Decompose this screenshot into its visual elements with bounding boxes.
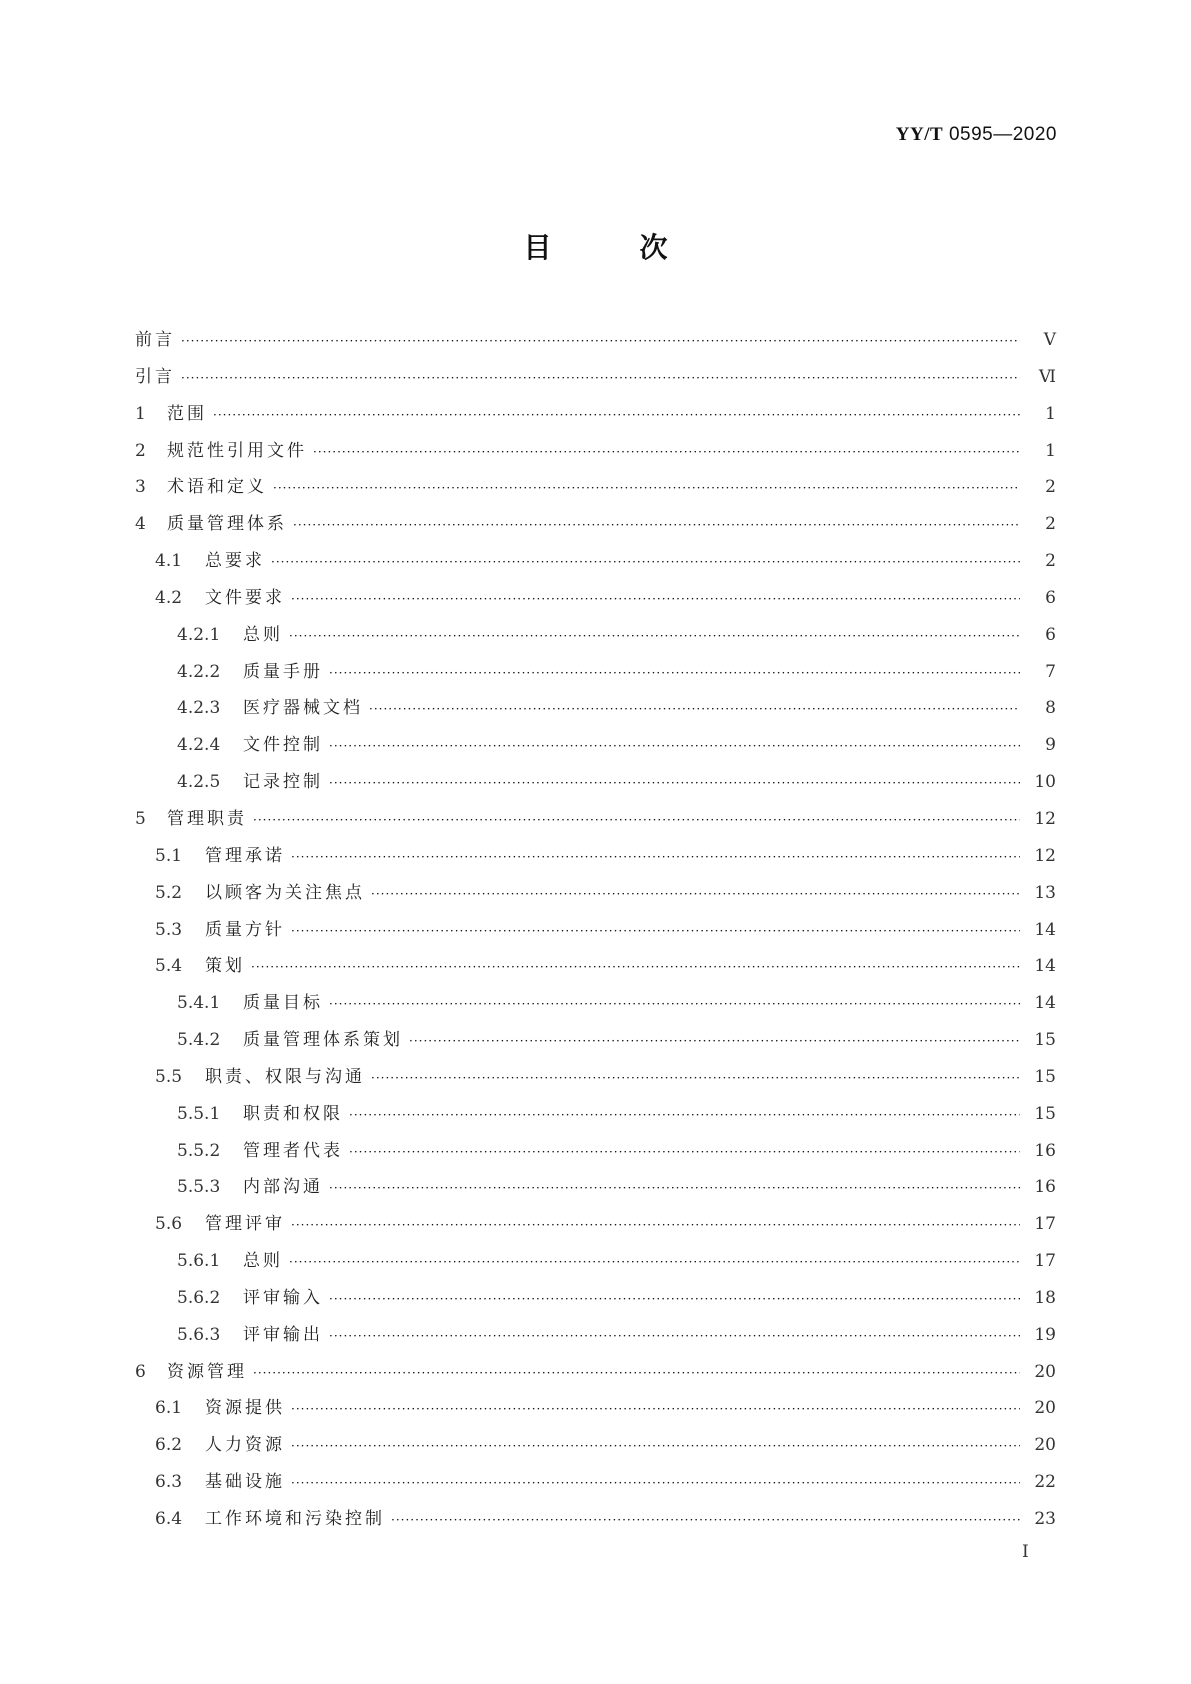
toc-entry-number: 5 xyxy=(135,808,146,829)
toc-entry[interactable] xyxy=(135,948,1056,985)
dot-leader xyxy=(289,1244,1020,1281)
dot-leader xyxy=(273,470,1020,507)
toc-entry-page: 15 xyxy=(1034,1103,1056,1124)
dot-leader xyxy=(251,949,1020,986)
toc-entry-page: 14 xyxy=(1034,956,1056,977)
toc-entry-title: 总则 xyxy=(243,1251,283,1272)
toc-entry-number: 5.4.1 xyxy=(177,993,221,1014)
dot-leader xyxy=(329,1170,1020,1207)
dot-leader xyxy=(291,1207,1020,1244)
toc-entry-page: 2 xyxy=(1045,551,1056,572)
toc-entry-page: 20 xyxy=(1034,1361,1056,1382)
toc-entry-number: 6.1 xyxy=(155,1398,183,1419)
dot-leader xyxy=(371,876,1020,913)
toc-entry-number: 4.2.2 xyxy=(177,661,221,682)
toc-entry-page: 19 xyxy=(1034,1324,1056,1345)
page-number: I xyxy=(1022,1542,1029,1562)
toc-entry-page: 16 xyxy=(1034,1140,1056,1161)
toc-title-char-2: 次 xyxy=(639,231,668,264)
dot-leader xyxy=(369,691,1020,728)
toc-title-char-1: 目 xyxy=(523,231,552,264)
dot-leader xyxy=(409,1023,1020,1060)
toc-entry-title: 总则 xyxy=(243,624,283,645)
dot-leader xyxy=(291,1391,1020,1428)
toc-entry[interactable] xyxy=(135,1280,1056,1317)
dot-leader xyxy=(181,323,1020,360)
toc-entry[interactable] xyxy=(135,912,1056,949)
toc-entry-title: 范围 xyxy=(167,403,207,424)
toc-entry[interactable] xyxy=(135,1169,1056,1206)
toc-entry-title: 职责和权限 xyxy=(243,1103,343,1124)
dot-leader xyxy=(371,1060,1020,1097)
toc-entry-title: 以顾客为关注焦点 xyxy=(205,882,365,903)
toc-entry[interactable] xyxy=(135,433,1056,470)
toc-entry[interactable] xyxy=(135,396,1056,433)
toc-entry-title: 质量管理体系策划 xyxy=(243,1030,403,1051)
toc-entry-title: 管理职责 xyxy=(167,808,247,829)
toc-entry-title: 规范性引用文件 xyxy=(167,440,307,461)
toc-entry-number: 5.5.3 xyxy=(177,1177,221,1198)
dot-leader xyxy=(291,839,1020,876)
dot-leader xyxy=(289,618,1020,655)
toc-entry-page: 18 xyxy=(1034,1287,1056,1308)
dot-leader xyxy=(329,986,1020,1023)
toc-entry-number: 5.1 xyxy=(155,845,183,866)
toc-entry[interactable] xyxy=(135,1317,1056,1354)
toc-entry-page: 20 xyxy=(1034,1435,1056,1456)
toc-entry-title: 文件要求 xyxy=(205,587,285,608)
toc-entry-title: 质量手册 xyxy=(243,661,323,682)
toc-entry-number: 3 xyxy=(135,477,146,498)
toc-entry-title: 策划 xyxy=(205,956,245,977)
toc-entry-page: 2 xyxy=(1045,514,1056,535)
toc-entry-page: 7 xyxy=(1045,661,1056,682)
dot-leader xyxy=(291,1465,1020,1502)
toc-entry-title: 医疗器械文档 xyxy=(243,698,363,719)
toc-entry-title: 评审输入 xyxy=(243,1287,323,1308)
toc-entry-title: 术语和定义 xyxy=(167,477,267,498)
toc-entry-title: 前言 xyxy=(135,330,175,350)
toc-entry-number: 5.6 xyxy=(155,1214,183,1235)
toc-entry[interactable] xyxy=(135,1096,1056,1133)
toc-entry-page: Ⅵ xyxy=(1038,366,1056,387)
toc-entry-number: 5.3 xyxy=(155,919,183,940)
toc-entry[interactable] xyxy=(135,1464,1056,1501)
toc-entry-title: 评审输出 xyxy=(243,1324,323,1345)
toc-entry[interactable] xyxy=(135,469,1056,506)
toc-entry[interactable] xyxy=(135,1243,1056,1280)
toc-entry-number: 4.2.5 xyxy=(177,772,221,793)
toc-entry-page: 6 xyxy=(1045,587,1056,608)
toc-entry-title: 资源提供 xyxy=(205,1398,285,1419)
toc-entry-number: 6.2 xyxy=(155,1435,183,1456)
toc-entry-page: 8 xyxy=(1045,698,1056,719)
toc-entry-page: 2 xyxy=(1045,477,1056,498)
toc-entry[interactable] xyxy=(135,1390,1056,1427)
toc-entry-title: 资源管理 xyxy=(167,1361,247,1382)
toc-entry-number: 5.4.2 xyxy=(177,1030,221,1051)
toc-entry-page: 1 xyxy=(1045,440,1056,461)
toc-entry-title: 管理评审 xyxy=(205,1214,285,1235)
toc-entry[interactable] xyxy=(135,617,1056,654)
toc-entry[interactable] xyxy=(135,654,1056,691)
toc-entry-page: 12 xyxy=(1034,845,1056,866)
dot-leader xyxy=(291,913,1020,950)
toc-entry-number: 5.5 xyxy=(155,1066,183,1087)
dot-leader xyxy=(313,434,1020,471)
toc-entry-page: 23 xyxy=(1034,1509,1056,1529)
dot-leader xyxy=(329,1281,1020,1318)
toc-entry[interactable] xyxy=(135,1501,1056,1538)
toc-entry-number: 1 xyxy=(135,403,146,424)
toc-entry-page: 14 xyxy=(1034,993,1056,1014)
dot-leader xyxy=(349,1134,1020,1171)
toc-entry-title: 内部沟通 xyxy=(243,1177,323,1198)
toc-entry[interactable] xyxy=(135,875,1056,912)
dot-leader xyxy=(329,728,1020,765)
toc-entry[interactable] xyxy=(135,580,1056,617)
toc-entry[interactable] xyxy=(135,543,1056,580)
toc-entry-page: 17 xyxy=(1034,1214,1056,1235)
dot-leader xyxy=(391,1502,1020,1539)
toc-entry-title: 文件控制 xyxy=(243,735,323,756)
toc-entry[interactable] xyxy=(135,1022,1056,1059)
toc-entry-number: 5.5.1 xyxy=(177,1103,221,1124)
toc-entry-page: 1 xyxy=(1045,403,1056,424)
toc-entry-page: 20 xyxy=(1034,1398,1056,1419)
toc-entry-page: 15 xyxy=(1034,1030,1056,1051)
toc-entry-page: 12 xyxy=(1034,808,1056,829)
toc-entry[interactable] xyxy=(135,690,1056,727)
toc-entry-title: 记录控制 xyxy=(243,772,323,793)
dot-leader xyxy=(213,397,1020,434)
toc-entry-page: 16 xyxy=(1034,1177,1056,1198)
dot-leader xyxy=(293,507,1020,544)
toc-entry-number: 6.4 xyxy=(155,1509,183,1529)
toc-entry-number: 6.3 xyxy=(155,1472,183,1493)
toc-entry[interactable] xyxy=(135,1133,1056,1170)
standard-prefix: YY/T xyxy=(895,124,944,145)
toc-entry[interactable] xyxy=(135,322,1056,359)
toc-entry[interactable] xyxy=(135,1206,1056,1243)
standard-code xyxy=(896,124,1057,146)
toc-entry-number: 5.5.2 xyxy=(177,1140,221,1161)
toc-entry-number: 5.4 xyxy=(155,956,183,977)
toc-entry[interactable] xyxy=(135,727,1056,764)
toc-entry-page: 22 xyxy=(1034,1472,1056,1493)
toc-entry-title: 引言 xyxy=(135,366,175,387)
toc-entry[interactable] xyxy=(135,838,1056,875)
dot-leader xyxy=(291,581,1020,618)
toc-entry-title: 人力资源 xyxy=(205,1435,285,1456)
toc-entry-page: 15 xyxy=(1034,1066,1056,1087)
standard-number: 0595—2020 xyxy=(948,124,1057,145)
toc-entry-title: 管理承诺 xyxy=(205,845,285,866)
toc-entry-page: 13 xyxy=(1034,882,1056,903)
toc-entry-number: 5.6.3 xyxy=(177,1324,221,1345)
toc-entry[interactable] xyxy=(135,985,1056,1022)
toc-entry-page: 9 xyxy=(1045,735,1056,756)
toc-entry-number: 4 xyxy=(135,514,146,535)
toc-entry-number: 4.1 xyxy=(155,551,183,572)
toc-entry-title: 职责、权限与沟通 xyxy=(205,1066,365,1087)
table-of-contents xyxy=(135,322,1056,1538)
dot-leader xyxy=(349,1097,1020,1134)
toc-title xyxy=(0,226,1191,266)
dot-leader xyxy=(253,802,1020,839)
toc-entry-page: 17 xyxy=(1034,1251,1056,1272)
toc-entry[interactable] xyxy=(135,359,1056,396)
dot-leader xyxy=(271,544,1020,581)
toc-entry-number: 4.2.1 xyxy=(177,624,221,645)
toc-entry[interactable] xyxy=(135,1354,1056,1391)
toc-entry-number: 5.6.2 xyxy=(177,1287,221,1308)
toc-entry-page: Ⅴ xyxy=(1043,330,1056,350)
toc-entry-page: 14 xyxy=(1034,919,1056,940)
dot-leader xyxy=(253,1355,1020,1392)
dot-leader xyxy=(181,360,1020,397)
toc-entry-number: 5.2 xyxy=(155,882,183,903)
toc-entry-title: 管理者代表 xyxy=(243,1140,343,1161)
toc-entry[interactable] xyxy=(135,1059,1056,1096)
toc-entry-title: 工作环境和污染控制 xyxy=(205,1509,385,1529)
toc-entry-page: 10 xyxy=(1034,772,1056,793)
toc-entry-title: 基础设施 xyxy=(205,1472,285,1493)
toc-entry-title: 总要求 xyxy=(205,551,265,572)
dot-leader xyxy=(291,1428,1020,1465)
toc-entry-number: 6 xyxy=(135,1361,146,1382)
dot-leader xyxy=(329,655,1020,692)
dot-leader xyxy=(329,1318,1020,1355)
toc-entry-number: 5.6.1 xyxy=(177,1251,221,1272)
toc-entry[interactable] xyxy=(135,506,1056,543)
toc-entry[interactable] xyxy=(135,764,1056,801)
toc-entry-number: 4.2.3 xyxy=(177,698,221,719)
toc-entry-number: 4.2 xyxy=(155,587,183,608)
toc-entry-number: 2 xyxy=(135,440,146,461)
toc-entry[interactable] xyxy=(135,801,1056,838)
dot-leader xyxy=(329,765,1020,802)
toc-entry-title: 质量目标 xyxy=(243,993,323,1014)
toc-entry-number: 4.2.4 xyxy=(177,735,221,756)
toc-entry[interactable] xyxy=(135,1427,1056,1464)
toc-entry-title: 质量方针 xyxy=(205,919,285,940)
toc-entry-page: 6 xyxy=(1045,624,1056,645)
toc-entry-title: 质量管理体系 xyxy=(167,514,287,535)
